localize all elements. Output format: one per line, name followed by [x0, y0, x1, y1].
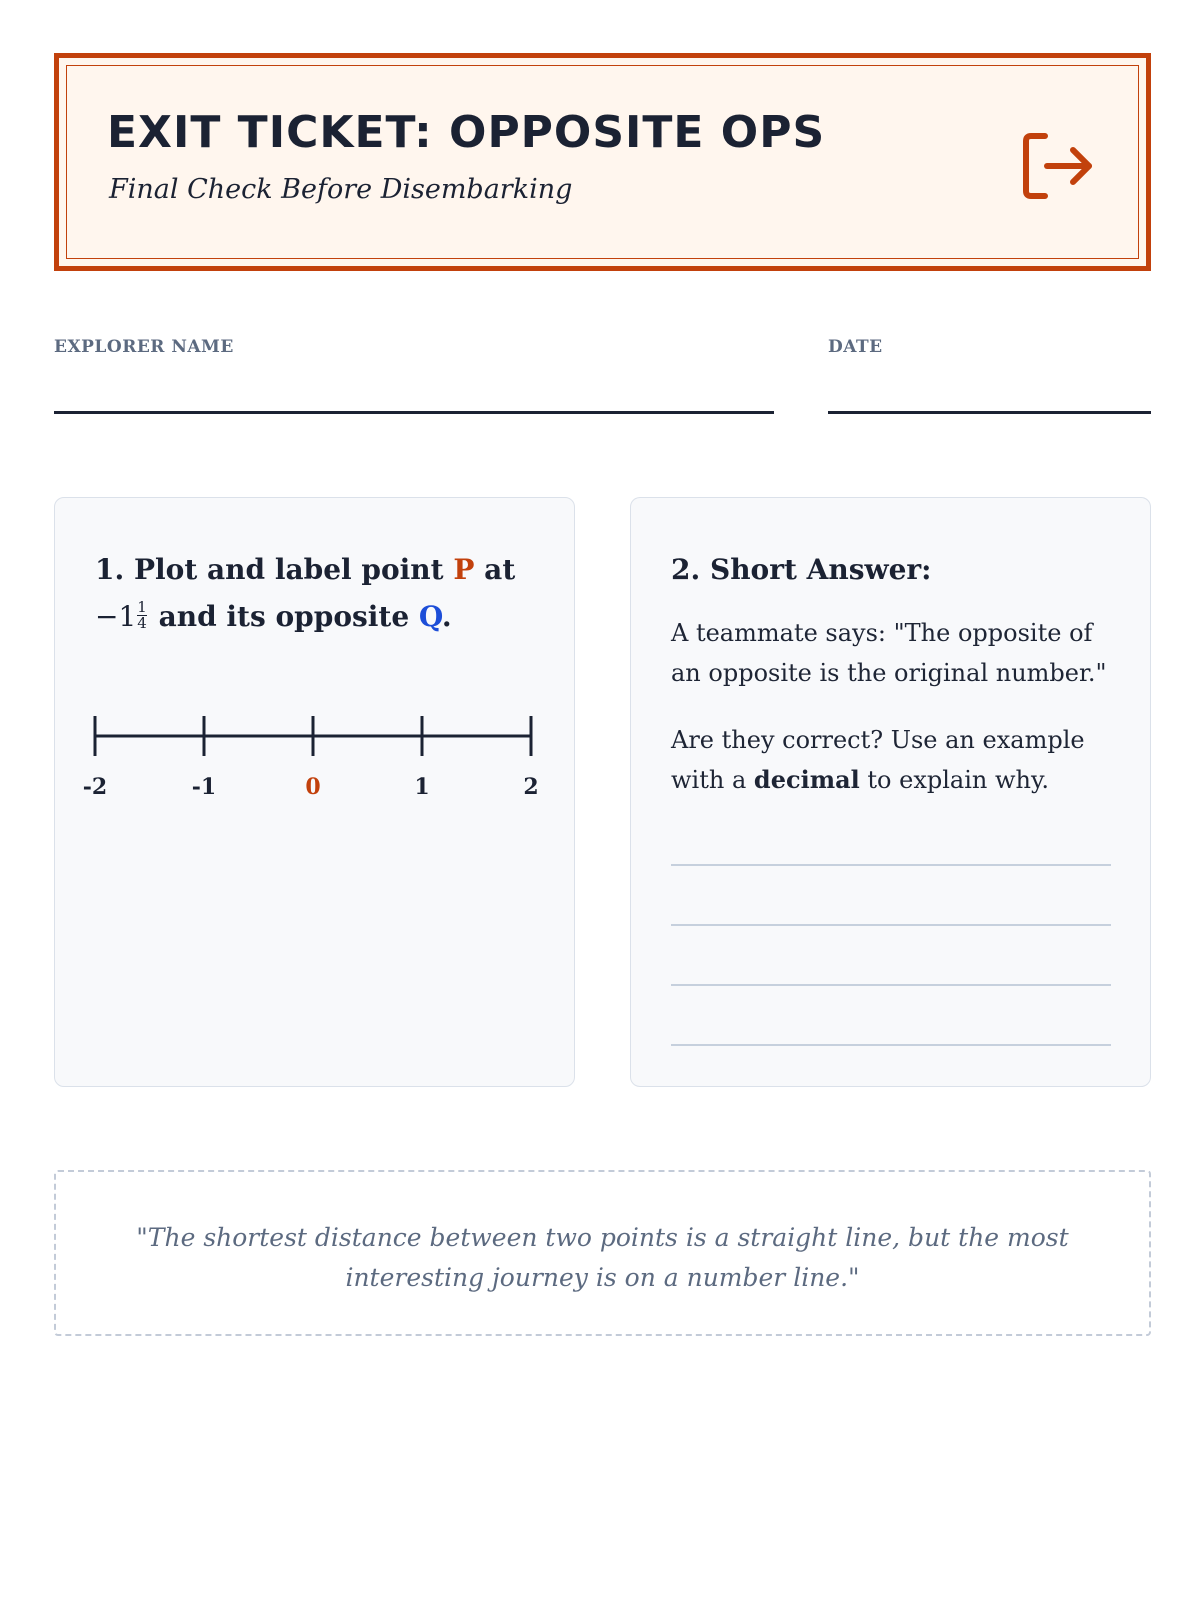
question-1-text-a: Plot and label point [133, 553, 444, 586]
number-line[interactable] [75, 698, 555, 818]
question-1-text-d: . [441, 600, 452, 633]
question-2-paragraph-2 [671, 720, 1111, 800]
closing-quote: "The shortest distance between two points is a straight line, but the most interesting journey is on a number line." [136, 1223, 1069, 1292]
question-1-text-b: at [484, 553, 516, 586]
question-2-paragraph-1: A teammate says: "The opposite of an opposite is the original number." [671, 619, 1107, 687]
question-1-text-c: and its opposite [158, 600, 410, 633]
quote-box [54, 1170, 1151, 1336]
number-line-tick-label: -2 [82, 774, 108, 800]
question-2-card [630, 497, 1151, 1087]
number-line-tick-label: 2 [523, 774, 539, 800]
page-title: EXIT TICKET: OPPOSITE OPS [107, 107, 826, 158]
value-sign: − [95, 600, 119, 633]
ticket-header [54, 53, 1151, 271]
question-2-emphasis: decimal [753, 765, 860, 794]
answer-line[interactable] [671, 864, 1111, 866]
fraction-denominator: 4 [137, 614, 147, 632]
date-label: DATE [828, 337, 883, 357]
answer-line[interactable] [671, 924, 1111, 926]
answer-line[interactable] [671, 984, 1111, 986]
fraction-numerator: 1 [137, 598, 147, 616]
question-2-title: 2. Short Answer: [671, 553, 932, 586]
answer-line[interactable] [671, 1044, 1111, 1046]
number-line-tick-label: 0 [305, 774, 321, 800]
value-fraction [137, 600, 147, 631]
number-line-tick-label: -1 [191, 774, 217, 800]
question-2-paragraph-2-a: Are they correct? Use an example with a [671, 726, 1085, 794]
value-whole: 1 [118, 600, 137, 633]
question-1-card [54, 497, 575, 1087]
point-q-label: Q [418, 600, 442, 633]
page-subtitle: Final Check Before Disembarking [109, 174, 573, 205]
date-field[interactable] [828, 411, 1151, 414]
question-1-number: 1. [95, 553, 125, 586]
exit-icon [1019, 128, 1099, 204]
point-p-label: P [453, 553, 475, 586]
question-1-prompt [95, 546, 535, 640]
question-2-paragraph-2-b: to explain why. [867, 766, 1049, 794]
explorer-name-field[interactable] [54, 411, 774, 414]
explorer-name-label: EXPLORER NAME [54, 337, 234, 357]
number-line-tick-label: 1 [414, 774, 430, 800]
header-inner-border [66, 65, 1139, 259]
